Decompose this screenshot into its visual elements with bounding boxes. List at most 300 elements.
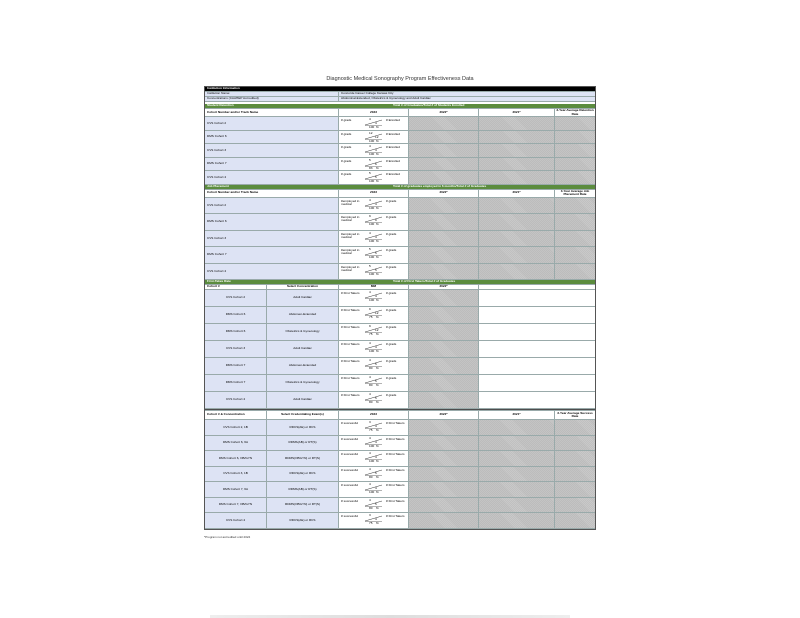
first-time-cohort-name: DMS Cohort 6 (205, 307, 267, 323)
placement-average-cell (555, 231, 595, 247)
percent-sign: % (376, 179, 379, 183)
first-time-2022-cell (409, 341, 479, 357)
percent-sign: % (376, 505, 379, 510)
success-numerator-label: # successful (341, 498, 359, 503)
fraction-slash-icon (364, 325, 384, 335)
retention-fraction-cell (339, 171, 409, 184)
success-average-cell (555, 482, 595, 497)
table-row (205, 451, 595, 467)
success-2022-cell (409, 436, 479, 451)
retention-numerator-label: # grads (341, 131, 352, 136)
first_time-numerator: 4 (369, 290, 371, 294)
first-time-blank-cell (479, 375, 595, 391)
success-exam: RDMS(OBGYN) or RT(S) (267, 498, 339, 513)
first_time-numerator: 4 (369, 392, 371, 396)
success-denominator: 4 (375, 455, 377, 459)
percent-sign: % (376, 298, 379, 302)
success-numerator: 4 (369, 497, 371, 502)
success-denominator-label: # First Takers (386, 421, 405, 425)
table-row (205, 231, 595, 248)
first_time-numerator-label: # First Takers (341, 376, 360, 380)
placement-denominator: 5 (375, 267, 377, 272)
retention-cohort-name: DMS Cohort 6 (205, 131, 339, 144)
placement-average-cell (555, 247, 595, 263)
retention-denominator-label: # Enrolled (386, 131, 400, 136)
first_time-fraction-cell (339, 375, 409, 391)
first_time-numerator-label: # First Takers (341, 342, 360, 346)
retention-cohort-name: CVS Cohort 2 (205, 117, 339, 130)
retention-2022-cell (409, 171, 479, 184)
retention-average-cell (555, 131, 595, 144)
success-fraction-cell (339, 420, 409, 435)
success-percent: 100 (369, 443, 375, 448)
first_time-fraction (364, 376, 384, 386)
success-numerator-label: # successful (341, 452, 359, 456)
retention-2021-cell (479, 131, 555, 144)
percent-sign: % (376, 255, 379, 259)
table-row (205, 198, 595, 215)
placement-denominator-label: # grads (386, 198, 397, 203)
percent-sign: % (376, 222, 379, 226)
first-time-table (205, 290, 595, 409)
placement-2022-cell (409, 247, 479, 263)
success-numerator-label: # successful (341, 436, 359, 441)
success-cohort-name: CVS Cohort 3, 1B (205, 467, 267, 482)
fraction-slash-icon (364, 359, 384, 369)
placement-numerator-label: #employed in medical (341, 264, 360, 272)
success-2022-cell (409, 420, 479, 435)
first_time-numerator: 4 (369, 375, 371, 379)
placement-percent: 100 (369, 255, 375, 259)
percent-sign: % (376, 205, 379, 210)
success-2021-cell (479, 498, 555, 513)
first_time-numerator-label: # First Takers (341, 308, 360, 312)
first-time-2022-cell (409, 307, 479, 323)
first_time-fraction (364, 359, 384, 369)
table-row (205, 482, 595, 498)
placement-cohort-name: CVS Cohort 2 (205, 198, 339, 214)
retention-percent: 100 (369, 152, 375, 156)
success-percent: 75 (369, 428, 373, 432)
table-row (205, 324, 595, 341)
retention-year-2021: 2021* (479, 109, 555, 116)
retention-percent: 100 (369, 179, 375, 183)
retention-fraction-cell (339, 158, 409, 171)
retention-numerator-label: # grads (341, 145, 352, 149)
success-fraction (364, 421, 384, 431)
retention-denominator: 4 (375, 148, 377, 152)
placement-2021-cell (479, 247, 555, 263)
success-year-2022: 2022* (409, 411, 479, 419)
success-2021-cell (479, 420, 555, 435)
first-time-2022-cell (409, 358, 479, 374)
placement-fraction-cell (339, 198, 409, 214)
placement-col-header (205, 190, 595, 198)
percent-sign: % (376, 332, 379, 336)
success-exam: RDMS(AB) or RT(S) (267, 436, 339, 451)
fraction-slash-icon (364, 159, 384, 169)
retention-numerator: 5 (369, 157, 371, 162)
first_time-percent: 100 (369, 349, 375, 353)
success-fraction-cell (339, 513, 409, 528)
table-row (205, 358, 595, 375)
success-exam: RDCS(AE) or RCS (267, 467, 339, 482)
placement-year-2022: 2022* (409, 190, 479, 197)
success-fraction-cell (339, 436, 409, 451)
placement-denominator: 9 (375, 218, 377, 222)
placement-numerator-label: #employed in medical (341, 198, 360, 206)
placement-2022-cell (409, 231, 479, 247)
retention-numerator: 12 (369, 130, 373, 135)
success-exam: RDCS(AE) or RCS (267, 420, 339, 435)
concentrations-value: Abdominal-Extended, Obstetrics & Gynecology and Adult Cardiac (339, 97, 595, 101)
retention-col-name: Cohort Number and/or Track Name (205, 109, 339, 116)
first_time-denominator: 4 (375, 294, 377, 298)
success-percent: 80 (369, 505, 373, 510)
success-2022-cell (409, 482, 479, 497)
percent-sign: % (376, 152, 379, 156)
first-time-2022-cell (409, 324, 479, 340)
retention-avg-header: 3-Year Average Retention Rate (556, 109, 594, 116)
first_time-percent: 80 (369, 366, 373, 370)
table-row (205, 290, 595, 307)
success-numerator: 4 (369, 451, 371, 455)
table-row (205, 264, 595, 281)
success-fraction (364, 468, 384, 478)
first_time-percent: 75 (369, 332, 373, 336)
institution-name-value: Concorde Career College Kansas City (339, 92, 595, 96)
success-2021-cell (479, 513, 555, 528)
first-time-concentration: Adult Cardiac (267, 392, 339, 408)
placement-2021-cell (479, 198, 555, 214)
placement-denominator: 5 (375, 251, 377, 255)
first-time-section-note: Total # of First Takers/Total # of Graduates (393, 280, 456, 284)
first-time-blank-cell (479, 358, 595, 374)
first-time-cohort-name: CVS Cohort 2 (205, 290, 267, 306)
placement-table (205, 198, 595, 281)
retention-fraction-cell (339, 131, 409, 144)
success-denominator: 4 (375, 486, 377, 490)
success-col-cohort: Cohort # & Concentration (205, 411, 267, 419)
retention-table (205, 117, 595, 185)
retention-cohort-name: CVS Cohort 4 (205, 171, 339, 184)
retention-section-note: Total # of Graduates/Total # of Students Enrolled (393, 104, 465, 108)
placement-numerator-label: #employed in medical (341, 231, 360, 239)
retention-denominator: 6 (375, 161, 377, 166)
retention-2022-cell (409, 144, 479, 157)
first_time-fraction-cell (339, 307, 409, 323)
retention-2022-cell (409, 117, 479, 130)
table-row (205, 375, 595, 392)
placement-denominator-label: # grads (386, 248, 397, 252)
placement-2022-cell (409, 214, 479, 230)
first-time-cohort-name: DMS Cohort 7 (205, 375, 267, 391)
placement-average-cell (555, 198, 595, 214)
success-cohort-name: DMS Cohort 7, 6A (205, 482, 267, 497)
placement-2021-cell (479, 231, 555, 247)
success-numerator: 3 (369, 513, 371, 517)
success-denominator: 5 (375, 470, 377, 475)
first-time-col-cohort: Cohort # (205, 285, 267, 289)
percent-sign: % (376, 521, 379, 525)
first-time-cohort-name: DMS Cohort 7 (205, 358, 267, 374)
first-time-cohort-name: CVS Cohort 4 (205, 392, 267, 408)
percent-sign: % (376, 428, 379, 432)
success-2021-cell (479, 482, 555, 497)
placement-numerator: 9 (369, 214, 371, 218)
first-time-concentration: Obstetrics & Gynecology (267, 375, 339, 391)
placement-fraction-cell (339, 231, 409, 247)
success-table (205, 420, 595, 529)
success-percent: 75 (369, 521, 373, 525)
retention-section-title: Student Retention (207, 104, 234, 108)
success-average-cell (555, 467, 595, 482)
placement-year-2023: 2023 (339, 190, 409, 197)
percent-sign: % (376, 349, 379, 353)
table-row (205, 436, 595, 452)
success-percent: 80 (369, 474, 373, 479)
effectiveness-sheet (204, 86, 596, 530)
placement-2022-cell (409, 198, 479, 214)
percent-sign: % (376, 366, 379, 370)
success-fraction (364, 499, 384, 509)
percent-sign: % (376, 459, 379, 463)
first-time-blank-cell (479, 324, 595, 340)
fraction-slash-icon (364, 308, 384, 318)
table-row (205, 341, 595, 358)
first_time-numerator-label: # First Takers (341, 359, 360, 363)
first-time-concentration: Obstetrics & Gynecology (267, 324, 339, 340)
success-2021-cell (479, 451, 555, 466)
first_time-denominator: 12 (375, 311, 379, 315)
placement-numerator-label: #employed in medical (341, 248, 360, 256)
success-fraction (364, 437, 384, 447)
fraction-slash-icon (364, 376, 384, 386)
percent-sign: % (376, 443, 379, 448)
placement-2022-cell (409, 264, 479, 280)
retention-numerator: 4 (369, 117, 371, 121)
retention-fraction (364, 172, 384, 182)
first_time-numerator-label: # First Takers (341, 393, 360, 397)
first_time-fraction-cell (339, 341, 409, 357)
retention-numerator: 5 (369, 171, 371, 175)
success-percent: 100 (369, 459, 375, 463)
retention-col-header (205, 109, 595, 117)
table-row (205, 467, 595, 483)
placement-numerator: 4 (369, 197, 371, 202)
success-fraction-cell (339, 451, 409, 466)
placement-fraction-cell (339, 247, 409, 263)
success-fraction-cell (339, 482, 409, 497)
retention-cohort-name: CVS Cohort 3 (205, 144, 339, 157)
first_time-percent: 75 (369, 315, 373, 319)
retention-2021-cell (479, 158, 555, 171)
fraction-slash-icon (364, 514, 384, 524)
success-2022-cell (409, 451, 479, 466)
percent-sign: % (376, 315, 379, 319)
success-denominator-label: # First Takers (386, 483, 405, 487)
first_time-denominator-label: # grads (386, 359, 397, 363)
placement-denominator-label: # grads (386, 264, 397, 269)
retention-numerator-label: # grads (341, 118, 352, 122)
table-row (205, 131, 595, 145)
placement-numerator: 5 (369, 247, 371, 251)
success-fraction (364, 483, 384, 493)
fraction-slash-icon (364, 499, 384, 509)
table-row (205, 144, 595, 158)
institution-header: Institution Information (205, 87, 595, 92)
success-denominator-label: # First Takers (386, 452, 405, 456)
retention-denominator-label: # Enrolled (386, 158, 400, 163)
placement-average-cell (555, 264, 595, 280)
placement-fraction (364, 232, 384, 242)
retention-fraction (364, 145, 384, 155)
success-denominator-label: # First Takers (386, 514, 405, 518)
placement-average-cell (555, 214, 595, 230)
first_time-numerator: 9 (369, 307, 371, 311)
placement-cohort-name: CVS Cohort 4 (205, 264, 339, 280)
first_time-numerator: 4 (369, 358, 371, 362)
success-denominator-label: # First Takers (386, 467, 405, 472)
first_time-percent: 100 (369, 298, 375, 302)
first-time-header-blank (479, 285, 595, 289)
first_time-fraction (364, 308, 384, 318)
retention-fraction (364, 132, 384, 142)
first_time-numerator: 4 (369, 341, 371, 345)
success-year-2023: 2023 (339, 411, 409, 419)
placement-fraction (364, 248, 384, 258)
success-average-cell (555, 436, 595, 451)
success-denominator-label: # First Takers (386, 498, 405, 503)
first_time-numerator: 9 (369, 324, 371, 328)
first_time-denominator-label: # grads (386, 308, 397, 312)
success-denominator: 4 (375, 424, 377, 428)
first_time-denominator: 12 (375, 328, 379, 332)
fraction-slash-icon (364, 421, 384, 431)
placement-avg-header: 3-Year Average Job Placement Rate (560, 189, 590, 196)
placement-percent: 100 (369, 238, 375, 243)
success-avg-header: 3-Year Average Success Rate (557, 411, 593, 418)
success-numerator-label: # successful (341, 483, 359, 487)
success-numerator-label: # successful (341, 421, 359, 425)
placement-fraction (364, 199, 384, 209)
fraction-slash-icon (364, 393, 384, 403)
first_time-denominator-label: # grads (386, 393, 397, 397)
retention-denominator-label: # Enrolled (386, 172, 400, 176)
success-numerator: 3 (369, 420, 371, 424)
success-denominator: 4 (375, 517, 377, 521)
first_time-fraction (364, 325, 384, 335)
first_time-denominator: 5 (375, 396, 377, 400)
first-time-2022-cell (409, 290, 479, 306)
placement-numerator: 5 (369, 263, 371, 268)
placement-denominator: 4 (375, 234, 377, 239)
percent-sign: % (376, 490, 379, 494)
success-fraction (364, 514, 384, 524)
fraction-slash-icon (364, 468, 384, 478)
placement-cohort-name: CVS Cohort 3 (205, 231, 339, 247)
placement-fraction (364, 265, 384, 275)
first-time-cohort-name: DMS Cohort 6 (205, 324, 267, 340)
first-time-year-1: MM (339, 285, 409, 289)
retention-2022-cell (409, 158, 479, 171)
first-time-year-2: 2022* (409, 285, 479, 289)
percent-sign: % (376, 138, 379, 143)
institution-name-label: Institution Name: (205, 92, 339, 96)
table-row (205, 498, 595, 514)
placement-denominator-label: # grads (386, 215, 397, 219)
retention-2021-cell (479, 144, 555, 157)
first_time-fraction (364, 291, 384, 301)
success-year-2021: 2021* (479, 411, 555, 419)
success-col-exam: Select Credentialing Exam(s) (267, 411, 339, 419)
first-time-concentration: Adult Cardiac (267, 290, 339, 306)
first_time-fraction-cell (339, 392, 409, 408)
success-2022-cell (409, 513, 479, 528)
retention-denominator-label: # Enrolled (386, 118, 400, 122)
first-time-blank-cell (479, 307, 595, 323)
placement-cohort-name: DMS Cohort 7 (205, 247, 339, 263)
first_time-percent: 80 (369, 383, 373, 387)
placement-fraction (364, 215, 384, 225)
success-numerator: 4 (369, 435, 371, 440)
table-row (205, 420, 595, 436)
retention-fraction-cell (339, 144, 409, 157)
first_time-numerator-label: # First Takers (341, 291, 360, 295)
percent-sign: % (376, 125, 379, 129)
retention-denominator: 4 (375, 121, 377, 125)
retention-numerator-label: # grads (341, 158, 352, 163)
first_time-denominator-label: # grads (386, 291, 397, 295)
retention-denominator: 12 (375, 134, 379, 139)
retention-2021-cell (479, 171, 555, 184)
placement-year-2021: 2021* (479, 190, 555, 197)
placement-percent: 100 (369, 222, 375, 226)
success-numerator: 4 (369, 466, 371, 471)
success-average-cell (555, 420, 595, 435)
retention-average-cell (555, 171, 595, 184)
first_time-numerator-label: # First Takers (341, 325, 360, 329)
success-col-header (205, 411, 595, 420)
success-exam: RDMS(OBGYN) or RT(S) (267, 451, 339, 466)
first_time-denominator: 4 (375, 345, 377, 349)
first_time-denominator-label: # grads (386, 325, 397, 329)
placement-denominator-label: # grads (386, 231, 397, 236)
concentrations-label: Concentrations (CAAHEP Accredited) (205, 97, 339, 101)
placement-section-title: Job Placement (207, 184, 229, 188)
retention-percent: 100 (369, 138, 375, 143)
retention-2022-cell (409, 131, 479, 144)
success-exam: RDCS(AE) or RCS (267, 513, 339, 528)
first-time-blank-cell (479, 392, 595, 408)
success-fraction (364, 452, 384, 462)
placement-numerator: 4 (369, 230, 371, 235)
placement-2021-cell (479, 264, 555, 280)
table-row (205, 214, 595, 231)
success-2021-cell (479, 436, 555, 451)
success-exam: RDMS(AB) or RT(S) (267, 482, 339, 497)
retention-fraction (364, 118, 384, 128)
success-cohort-name: DMS Cohort 7, OB/GYN (205, 498, 267, 513)
retention-2021-cell (479, 117, 555, 130)
first_time-fraction-cell (339, 358, 409, 374)
placement-percent: 100 (369, 271, 375, 276)
placement-fraction-cell (339, 264, 409, 280)
retention-year-2022: 2022* (409, 109, 479, 116)
placement-2021-cell (479, 214, 555, 230)
first_time-fraction (364, 342, 384, 352)
success-2022-cell (409, 498, 479, 513)
